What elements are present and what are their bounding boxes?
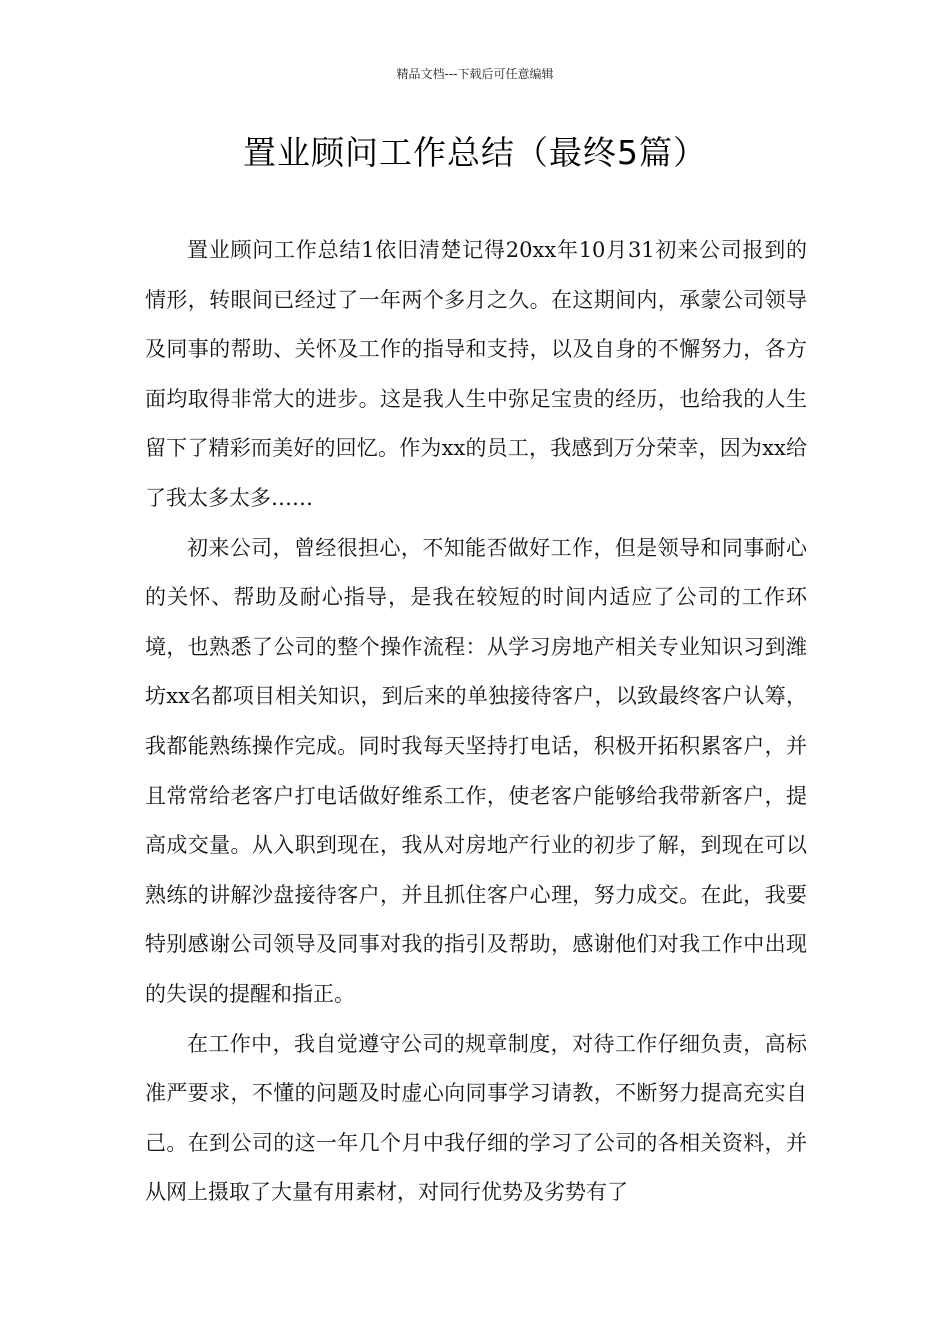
paragraph: 置业顾问工作总结1依旧清楚记得20xx年10月31初来公司报到的情形，转眼间已经过了一年两个多月之久。在这期间内，承蒙公司领导及同事的帮助、关怀及工作的指导和支持，以及自身的不懈努力，各方面均取得非常大的进步。这是我人生中弥足宝贵的经历，也给我的人生留下了精彩而美好的回忆。作为xx的员工，我感到万分荣幸，因为xx给了我太多太多…… (145, 238, 807, 510)
document-body (145, 226, 807, 1218)
paragraph: 初来公司，曾经很担心，不知能否做好工作，但是领导和同事耐心的关怀、帮助及耐心指导，是我在较短的时间内适应了公司的工作环境，也熟悉了公司的整个操作流程：从学习房地产相关专业知识习到潍坊xx名都项目相关知识，到后来的单独接待客户，以致最终客户认筹，我都能熟练操作完成。同时我每天坚持打电话，积极开拓积累客户，并且常常给老客户打电话做好维系工作，使老客户能够给我带新客户，提高成交量。从入职到现在，我从对房地产行业的初步了解，到现在可以熟练的讲解沙盘接待客户，并且抓住客户心理，努力成交。在此，我要特别感谢公司领导及同事对我的指引及帮助，感谢他们对我工作中出现的失误的提醒和指正。 (145, 535, 807, 1006)
paragraph: 在工作中，我自觉遵守公司的规章制度，对待工作仔细负责，高标准严要求，不懂的问题及时虚心向同事学习请教，不断努力提高充实自己。在到公司的这一年几个月中我仔细的学习了公司的各相关资料，并从网上摄取了大量有用素材，对同行优势及劣势有了 (145, 1031, 807, 1205)
header-note: 精品文档---下载后可任意编辑 (396, 67, 554, 81)
document-title: 置业顾问工作总结（最终5篇） (243, 133, 707, 172)
